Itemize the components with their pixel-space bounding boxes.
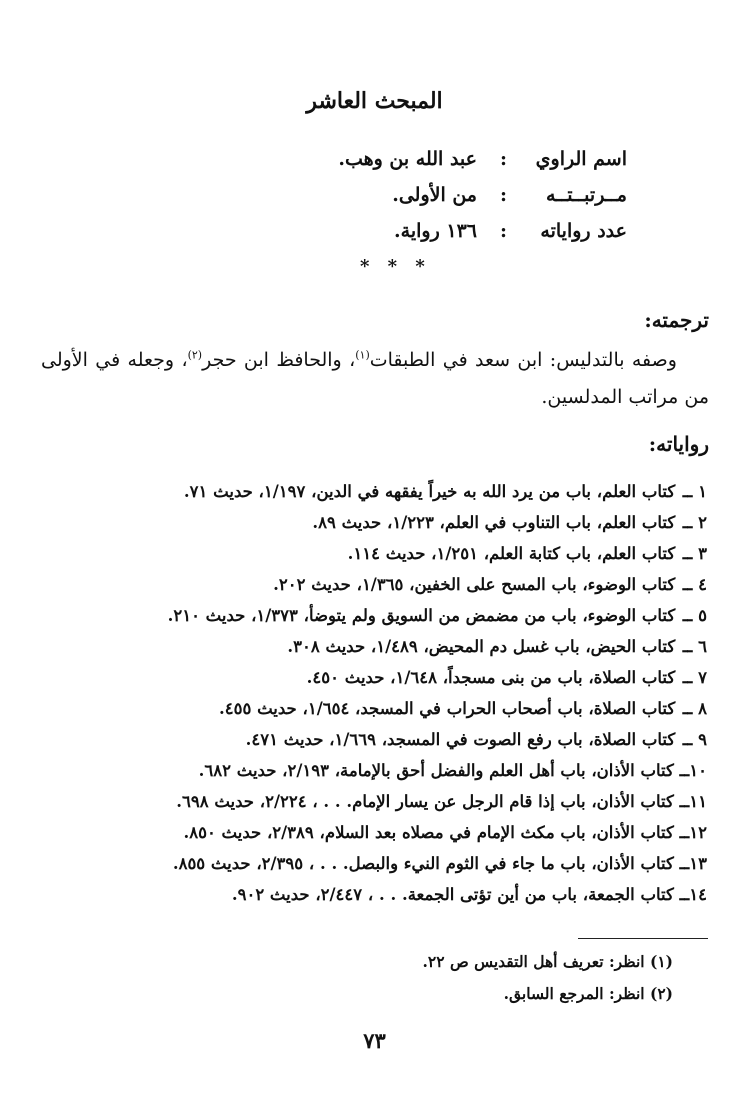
list-item bbox=[67, 817, 707, 848]
info-value: من الأولى. bbox=[392, 184, 477, 206]
info-colon: : bbox=[499, 184, 507, 206]
section-separator: * * * bbox=[360, 256, 431, 277]
list-item bbox=[67, 507, 707, 538]
list-item bbox=[67, 755, 707, 786]
page-number: ٧٣ bbox=[363, 1028, 386, 1053]
list-item bbox=[67, 476, 707, 507]
info-row-rank bbox=[227, 184, 627, 214]
info-label: اسم الراوي bbox=[535, 148, 627, 170]
narrations-list bbox=[67, 476, 707, 910]
list-item bbox=[67, 786, 707, 817]
list-item bbox=[67, 600, 707, 631]
list-text: كتاب الأذان، باب أهل العلم والفضل أحق بالإمامة، ٢/١٩٣، حديث ٦٨٢. bbox=[198, 761, 674, 780]
footnote-ref-1[interactable]: (١) bbox=[355, 348, 370, 362]
list-text: كتاب العلم، باب كتابة العلم، ١/٢٥١، حديث ١١٤. bbox=[347, 544, 676, 563]
list-number: ٤ ــ bbox=[682, 575, 707, 594]
list-text: كتاب الصلاة، باب رفع الصوت في المسجد، ١/٦٦٩، حديث ٤٧١. bbox=[245, 730, 676, 749]
footnote-number: (٢) bbox=[649, 984, 673, 1003]
list-text: كتاب الصلاة، باب أصحاب الحراب في المسجد، ١/٦٥٤، حديث ٤٥٥. bbox=[219, 699, 676, 718]
info-row-count bbox=[227, 220, 627, 250]
biography-paragraph bbox=[41, 342, 709, 416]
list-number: ٨ ــ bbox=[682, 699, 707, 718]
list-text: كتاب الوضوء، باب من مضمض من السويق ولم يتوضأ، ١/٣٧٣، حديث ٢١٠. bbox=[167, 606, 676, 625]
narrations-heading: رواياته: bbox=[648, 432, 709, 456]
list-text: كتاب الوضوء، باب المسح على الخفين، ١/٣٦٥، حديث ٢٠٢. bbox=[273, 575, 676, 594]
list-number: ٧ ــ bbox=[682, 668, 707, 687]
list-text: كتاب العلم، باب من يرد الله به خيراً يفقهه في الدين، ١/١٩٧، حديث ٧١. bbox=[183, 482, 676, 501]
footnote-divider bbox=[578, 938, 708, 939]
list-item bbox=[67, 693, 707, 724]
list-number: ١٣ــ bbox=[679, 854, 707, 873]
info-value: عبد الله بن وهب. bbox=[338, 148, 477, 170]
list-number: ٥ ــ bbox=[682, 606, 707, 625]
list-item bbox=[67, 662, 707, 693]
info-value: ١٣٦ رواية. bbox=[394, 220, 477, 242]
biography-heading: ترجمته: bbox=[644, 308, 709, 332]
list-item bbox=[67, 538, 707, 569]
biography-text: ، والحافظ ابن حجر bbox=[202, 349, 356, 371]
footnote-1 bbox=[423, 952, 674, 971]
info-label: عدد رواياته bbox=[540, 220, 627, 242]
list-number: ٩ ــ bbox=[682, 730, 707, 749]
footnote-ref-2[interactable]: (٢) bbox=[187, 348, 203, 362]
list-text: كتاب الأذان، باب إذا قام الرجل عن يسار الإمام. . . ، ٢/٢٢٤، حديث ٦٩٨. bbox=[176, 792, 674, 811]
info-colon: : bbox=[499, 220, 507, 242]
list-number: ١٠ــ bbox=[679, 761, 707, 780]
list-text: كتاب الجمعة، باب من أين تؤتى الجمعة. . . ، ٢/٤٤٧، حديث ٩٠٢. bbox=[231, 885, 674, 904]
list-item bbox=[67, 631, 707, 662]
biography-text: وصفه بالتدليس: ابن سعد في الطبقات bbox=[369, 349, 677, 371]
list-item bbox=[67, 569, 707, 600]
list-text: كتاب العلم، باب التناوب في العلم، ١/٢٢٣، حديث ٨٩. bbox=[312, 513, 676, 532]
list-number: ٣ ــ bbox=[682, 544, 707, 563]
list-number: ١٤ــ bbox=[679, 885, 707, 904]
biography-text: ، وجعله في الأولى من مراتب المدلسين. bbox=[41, 349, 709, 408]
footnote-text: انظر: المرجع السابق. bbox=[503, 984, 645, 1003]
footnote-2 bbox=[504, 984, 673, 1003]
info-row-narrator bbox=[227, 148, 627, 178]
list-number: ٦ ــ bbox=[682, 637, 707, 656]
list-number: ٢ ــ bbox=[682, 513, 707, 532]
list-item bbox=[67, 879, 707, 910]
footnote-text: انظر: تعريف أهل التقديس ص ٢٢. bbox=[422, 952, 645, 971]
footnote-number: (١) bbox=[649, 952, 673, 971]
list-text: كتاب الصلاة، باب من بنى مسجداً، ١/٦٤٨، حديث ٤٥٠. bbox=[306, 668, 676, 687]
list-text: كتاب الحيض، باب غسل دم المحيض، ١/٤٨٩، حديث ٣٠٨. bbox=[287, 637, 676, 656]
section-title: المبحث العاشر bbox=[306, 88, 443, 114]
info-colon: : bbox=[499, 148, 507, 170]
list-text: كتاب الأذان، باب مكث الإمام في مصلاه بعد السلام، ٢/٣٨٩، حديث ٨٥٠. bbox=[183, 823, 674, 842]
info-label: مــرتبــتــه bbox=[545, 184, 627, 206]
list-number: ١٢ــ bbox=[679, 823, 707, 842]
list-number: ١ ــ bbox=[682, 482, 707, 501]
list-item bbox=[67, 724, 707, 755]
list-item bbox=[67, 848, 707, 879]
list-number: ١١ــ bbox=[679, 792, 707, 811]
list-text: كتاب الأذان، باب ما جاء في الثوم النيء والبصل. . . ، ٢/٣٩٥، حديث ٨٥٥. bbox=[172, 854, 674, 873]
